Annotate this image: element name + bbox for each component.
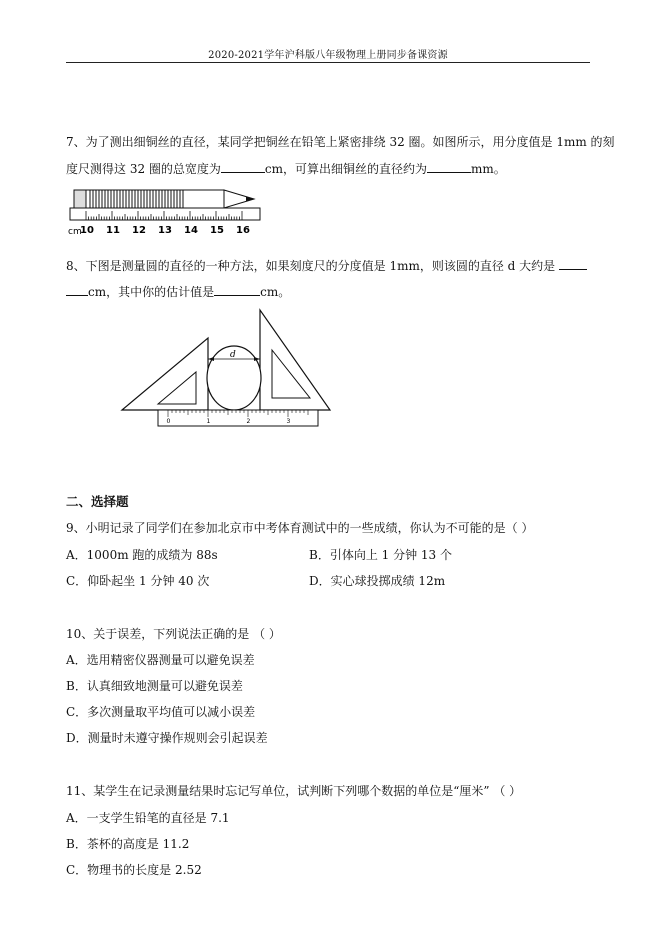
q7-text-a: 度尺测得这 32 圈的总宽度为 — [66, 162, 221, 176]
q7-stem-line2 — [66, 161, 506, 177]
q8-text-b: cm，其中你的估计值是 — [88, 285, 215, 299]
q8-figure-circle-diameter — [118, 308, 340, 434]
page-header: 2020-2021学年沪科版八年级物理上册同步备课资源 — [208, 50, 448, 61]
q7-ruler-label: 10 — [80, 225, 94, 236]
q8-label-d: d — [230, 350, 236, 360]
q7-blank-wire-diameter[interactable] — [427, 161, 471, 173]
q7-figure-pencil-ruler — [64, 186, 264, 238]
q7-ruler-label: 15 — [210, 225, 224, 236]
q7-ruler-label: 16 — [236, 225, 250, 236]
section-title-multiple-choice: 二、选择题 — [66, 494, 129, 509]
q7-ruler-label: 12 — [132, 225, 146, 236]
q7-ruler-label: 14 — [184, 225, 198, 236]
q8-blank-estimate[interactable] — [214, 284, 260, 296]
q10-option-c[interactable]: C．多次测量取平均值可以减小误差 — [66, 705, 256, 719]
q9-option-b[interactable]: B．引体向上 1 分钟 13 个 — [309, 548, 452, 562]
q8-text-c: cm。 — [260, 285, 291, 299]
q10-option-b[interactable]: B．认真细致地测量可以避免误差 — [66, 679, 243, 693]
q10-option-d[interactable]: D．测量时未遵守操作规则会引起误差 — [66, 731, 268, 745]
q7-text-b: cm，可算出细铜丝的直径约为 — [264, 162, 428, 176]
q10-stem: 10、关于误差，下列说法正确的是 （ ） — [66, 627, 281, 641]
q7-blank-total-width[interactable] — [221, 161, 265, 173]
q7-ruler-label: 13 — [158, 225, 172, 236]
q9-option-c[interactable]: C．仰卧起坐 1 分钟 40 次 — [66, 574, 210, 588]
q8-blank-diameter-part2[interactable] — [66, 284, 88, 296]
q9-option-a[interactable]: A．1000m 跑的成绩为 88s — [66, 548, 218, 562]
q8-ruler-label: 2 — [246, 418, 251, 425]
q9-stem: 9、小明记录了同学们在参加北京市中考体育测试中的一些成绩，你认为不可能的是（ ） — [66, 521, 534, 535]
q8-stem-line1 — [66, 258, 587, 274]
q8-ruler-label: 0 — [166, 418, 171, 425]
q7-ruler-label: 11 — [106, 225, 120, 236]
q11-option-b[interactable]: B．茶杯的高度是 11.2 — [66, 837, 190, 851]
q8-stem-line2 — [66, 284, 290, 300]
q7-ruler-unit: cm — [68, 227, 82, 237]
q9-option-d[interactable]: D．实心球投掷成绩 12m — [309, 574, 446, 588]
header-divider — [66, 62, 590, 63]
q8-text-a: 8、下图是测量圆的直径的一种方法，如果刻度尺的分度值是 1mm，则该圆的直径 d 大约是 — [66, 259, 556, 273]
q10-option-a[interactable]: A．选用精密仪器测量可以避免误差 — [66, 653, 255, 667]
q11-stem: 11、某学生在记录测量结果时忘记写单位，试判断下列哪个数据的单位是“厘米” （ ） — [66, 784, 522, 798]
q7-text-c: mm。 — [471, 162, 506, 176]
q8-blank-diameter-part1[interactable] — [559, 258, 587, 270]
q8-ruler-label: 3 — [286, 418, 291, 425]
q11-option-c[interactable]: C．物理书的长度是 2.52 — [66, 863, 202, 877]
q11-option-a[interactable]: A．一支学生铅笔的直径是 7.1 — [66, 811, 230, 825]
q7-stem-line1: 7、为了测出细铜丝的直径，某同学把铜丝在铅笔上紧密排绕 32 圈。如图所示，用分度值是 1mm 的刻 — [66, 135, 615, 149]
q8-ruler-label: 1 — [206, 418, 211, 425]
